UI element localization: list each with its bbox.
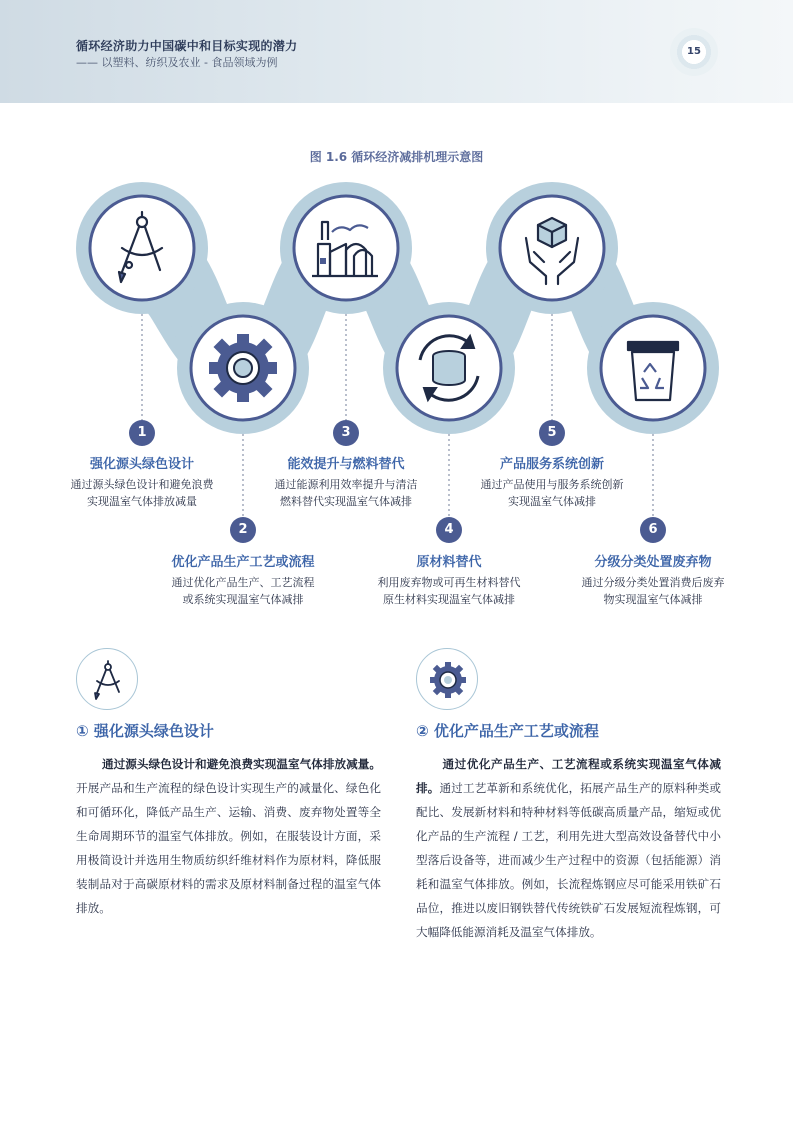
step1-title: 强化源头绿色设计: [89, 457, 194, 472]
step6-badge: 6: [640, 517, 666, 543]
figure-title: 图 1.6 循环经济减排机理示意图: [309, 150, 484, 164]
section-right-body: [416, 752, 721, 944]
step5-title: 产品服务系统创新: [499, 457, 604, 472]
section-left-text: 开展产品和生产流程的绿色设计实现生产的减量化、绿色化和可循环化，降低产品生产、运输、消费、废弃物处置等全生命周期环节的温室气体排放。例如，在服装设计方面，采用极简设计并选用生物质纺织纤维材料作为原材料，降低服装制品对于高碳原材料的需求及原材料制备过程的温室气体排放。: [76, 781, 381, 915]
step4-title: 原材料替代: [416, 555, 482, 570]
section-left-body: [76, 752, 381, 920]
header-title: 循环经济助力中国碳中和目标实现的潜力: [76, 39, 298, 53]
gear-icon: [209, 334, 277, 402]
section-right-lead: 通过优化产品生产、工艺流程或系统实现温室气体减排。: [416, 757, 721, 795]
section-left-title: ① 强化源头绿色设计: [76, 722, 214, 740]
step6-title: 分级分类处置废弃物: [594, 555, 712, 570]
step5-desc: 通过产品使用与服务系统创新 实现温室气体减排: [480, 478, 624, 508]
step2-badge: 2: [230, 517, 256, 543]
step2-title: 优化产品生产工艺或流程: [171, 555, 315, 570]
step3-title: 能效提升与燃料替代: [287, 457, 405, 472]
section-right-icon: [416, 648, 478, 710]
section-right-text: 通过工艺革新和系统优化，拓展产品生产的原料种类或配比、发展新材料和特种材料等低碳高质量产品，缩短或优化产品的生产流程 / 工艺，利用先进大型高效设备替代中小型落后设备等，进而减少生产过程中的资源（包括能源）消耗和温室气体排放。例如，长流程炼钢应尽可能采用铁矿石品位，推进以废旧钢铁替代传统铁矿石发展短流程炼钢，可大幅降低能源消耗及温室气体排放。: [416, 781, 721, 939]
step3-desc: 通过能源利用效率提升与清洁 燃料替代实现温室气体减排: [274, 478, 418, 508]
step2-desc: 通过优化产品生产、工艺流程 或系统实现温室气体减排: [171, 576, 315, 606]
page-number: 15: [687, 46, 701, 57]
section-right-title: ② 优化产品生产工艺或流程: [416, 722, 599, 740]
section-left-lead: 通过源头绿色设计和避免浪费实现温室气体排放减量。: [102, 757, 381, 771]
step1-badge: 1: [129, 420, 155, 446]
step4-desc: 利用废弃物或可再生材料替代 原生材料实现温室气体减排: [377, 576, 521, 606]
step4-badge: 4: [436, 517, 462, 543]
step6-desc: 通过分级分类处置消费后废弃 物实现温室气体减排: [581, 576, 725, 606]
step5-badge: 5: [539, 420, 565, 446]
compass-icon: [77, 649, 139, 711]
gear-icon: [417, 649, 479, 711]
section-left-icon: [76, 648, 138, 710]
step3-badge: 3: [333, 420, 359, 446]
step1-desc: 通过源头绿色设计和避免浪费 实现温室气体排放减量: [70, 478, 214, 508]
header-subtitle: —— 以塑料、纺织及农业 - 食品领域为例: [76, 56, 278, 69]
